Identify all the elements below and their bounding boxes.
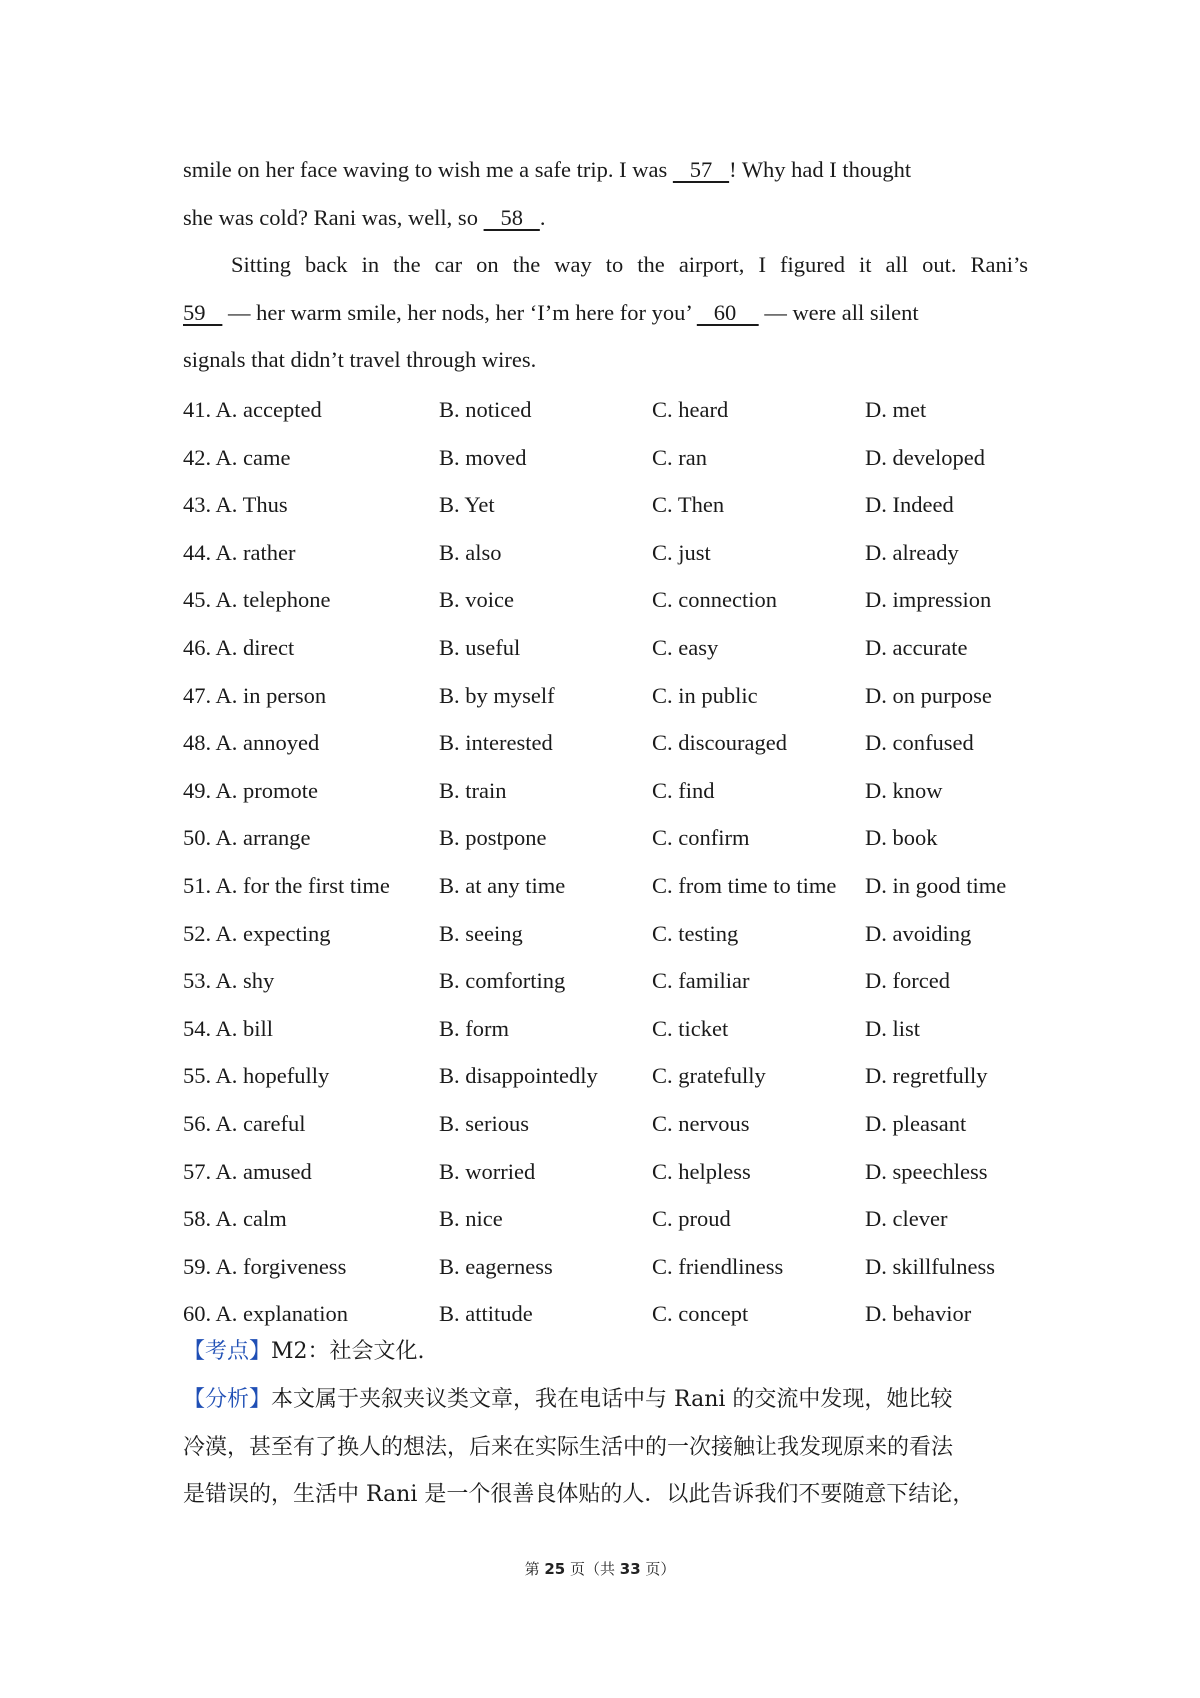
option-d: D. behavior [865, 1301, 972, 1327]
passage-line [183, 194, 1028, 242]
passage-text: . [539, 204, 546, 230]
options-list [183, 386, 1043, 1338]
option-row [183, 434, 1043, 482]
passage-text: — were all silent [764, 299, 919, 325]
option-b: B. Yet [439, 492, 495, 518]
option-a: 42. A. came [183, 444, 291, 470]
footer-text: 页） [640, 1560, 676, 1578]
passage-text: smile on her face waving to wish me a safe trip. I was [183, 157, 673, 182]
option-b: B. useful [439, 634, 521, 660]
blank-60: 60 [696, 299, 759, 325]
option-a: 55. A. hopefully [183, 1063, 330, 1089]
option-c: C. gratefully [652, 1063, 766, 1089]
option-c: C. concept [652, 1301, 749, 1327]
passage-text: — her warm smile, her nods, her ‘I’m here for you’ [228, 299, 697, 325]
option-a: 50. A. arrange [183, 825, 311, 851]
kaodian-section [183, 1328, 1028, 1376]
option-a: 58. A. calm [183, 1206, 287, 1232]
option-row [183, 529, 1043, 577]
option-b: B. postpone [439, 825, 547, 851]
option-c: C. ran [652, 444, 707, 470]
blank-58: 58 [483, 204, 540, 230]
option-row [183, 767, 1043, 815]
option-d: D. book [865, 825, 938, 851]
option-b: B. interested [439, 730, 553, 756]
option-row [183, 624, 1043, 672]
option-d: D. accurate [865, 634, 968, 660]
option-d: D. clever [865, 1206, 948, 1232]
option-row [183, 719, 1043, 767]
footer-text: 页（共 [565, 1560, 620, 1578]
option-row [183, 386, 1043, 434]
fenxi-section [183, 1376, 1028, 1519]
option-a: 43. A. Thus [183, 492, 288, 518]
option-row [183, 1148, 1043, 1196]
blank-57: 57 [672, 157, 730, 182]
option-a: 41. A. accepted [183, 397, 322, 422]
option-a: 57. A. amused [183, 1158, 312, 1184]
option-c: C. familiar [652, 968, 750, 994]
option-d: D. in good time [865, 872, 1007, 898]
page-number: 25 [544, 1560, 566, 1578]
option-row [183, 1100, 1043, 1148]
kaodian-tag: 【考点】 [183, 1339, 272, 1364]
passage-line [183, 289, 1028, 337]
passage-paragraph-1 [183, 146, 1028, 241]
option-b: B. seeing [439, 920, 523, 946]
option-a: 46. A. direct [183, 634, 295, 660]
passage-line: signals that didn’t travel through wires. [183, 347, 537, 373]
footer-text: 第 [524, 1560, 545, 1578]
passage-line: Sitting back in the car on the way to the airport, I figured it all out. Rani’s [231, 252, 1028, 277]
fenxi-line: 是错误的，生活中 Rani 是一个很善良体贴的人．以此告诉我们不要随意下结论， [183, 1482, 975, 1508]
option-c: C. nervous [652, 1110, 750, 1136]
fenxi-line: 冷漠，甚至有了换人的想法，后来在实际生活中的一次接触让我发现原来的看法 [183, 1434, 954, 1460]
option-a: 47. A. in person [183, 682, 327, 708]
option-d: D. skillfulness [865, 1253, 996, 1279]
blank-59: 59 [183, 299, 223, 325]
option-c: C. from time to time [652, 872, 837, 898]
option-b: B. by myself [439, 682, 555, 708]
option-b: B. also [439, 539, 502, 565]
option-row [183, 672, 1043, 720]
option-row [183, 957, 1043, 1005]
option-c: C. connection [652, 587, 777, 613]
option-d: D. impression [865, 587, 992, 613]
kaodian-line [183, 1328, 1028, 1376]
option-d: D. already [865, 539, 959, 565]
option-b: B. attitude [439, 1301, 533, 1327]
option-d: D. pleasant [865, 1110, 967, 1136]
passage-paragraph-2 [183, 241, 1028, 384]
option-a: 56. A. careful [183, 1110, 306, 1136]
fenxi-tag: 【分析】 [183, 1387, 272, 1412]
kaodian-text: M2：社会文化. [271, 1339, 425, 1364]
option-b: B. comforting [439, 968, 566, 994]
option-d: D. regretfully [865, 1063, 988, 1089]
option-row [183, 862, 1043, 910]
option-a: 53. A. shy [183, 968, 275, 994]
option-d: D. list [865, 1015, 921, 1041]
option-d: D. confused [865, 730, 974, 756]
option-d: D. forced [865, 968, 950, 994]
option-b: B. nice [439, 1206, 503, 1232]
option-a: 59. A. forgiveness [183, 1253, 347, 1279]
option-d: D. Indeed [865, 492, 954, 518]
option-c: C. discouraged [652, 730, 787, 756]
option-b: B. voice [439, 587, 514, 613]
option-row [183, 910, 1043, 958]
option-a: 52. A. expecting [183, 920, 331, 946]
option-row [183, 481, 1043, 529]
option-row [183, 1195, 1043, 1243]
option-d: D. speechless [865, 1158, 988, 1184]
option-a: 45. A. telephone [183, 587, 331, 613]
option-a: 44. A. rather [183, 539, 296, 565]
passage-text: ! Why had I thought [729, 157, 912, 182]
option-c: C. in public [652, 682, 758, 708]
option-c: C. friendliness [652, 1253, 784, 1279]
passage-text: she was cold? Rani was, well, so [183, 204, 484, 230]
option-c: C. helpless [652, 1158, 751, 1184]
option-c: C. just [652, 539, 711, 565]
option-b: B. form [439, 1015, 509, 1041]
option-a: 54. A. bill [183, 1015, 274, 1041]
option-b: B. serious [439, 1110, 529, 1136]
option-a: 48. A. annoyed [183, 730, 320, 756]
option-d: D. avoiding [865, 920, 972, 946]
option-row [183, 1052, 1043, 1100]
option-a: 51. A. for the first time [183, 872, 390, 898]
option-c: C. testing [652, 920, 739, 946]
option-a: 60. A. explanation [183, 1301, 348, 1327]
option-row [183, 576, 1043, 624]
option-row [183, 814, 1043, 862]
option-b: B. noticed [439, 397, 532, 422]
option-c: C. Then [652, 492, 725, 518]
passage-line [183, 146, 1028, 194]
option-row [183, 1005, 1043, 1053]
option-row [183, 1243, 1043, 1291]
option-d: D. know [865, 777, 943, 803]
page-footer [0, 1558, 1200, 1579]
fenxi-line [183, 1376, 1028, 1424]
option-b: B. moved [439, 444, 527, 470]
option-c: C. ticket [652, 1015, 729, 1041]
option-c: C. heard [652, 397, 729, 422]
option-c: C. find [652, 777, 715, 803]
option-b: B. eagerness [439, 1253, 553, 1279]
option-d: D. developed [865, 444, 985, 470]
option-a: 49. A. promote [183, 777, 318, 803]
option-d: D. met [865, 397, 927, 422]
option-b: B. worried [439, 1158, 536, 1184]
option-c: C. proud [652, 1206, 731, 1232]
page-total: 33 [619, 1560, 641, 1578]
option-d: D. on purpose [865, 682, 992, 708]
option-b: B. train [439, 777, 507, 803]
option-c: C. easy [652, 634, 719, 660]
option-b: B. at any time [439, 872, 566, 898]
fenxi-text: 本文属于夹叙夹议类文章，我在电话中与 Rani 的交流中发现，她比较 [271, 1387, 953, 1412]
option-c: C. confirm [652, 825, 750, 851]
option-b: B. disappointedly [439, 1063, 598, 1089]
